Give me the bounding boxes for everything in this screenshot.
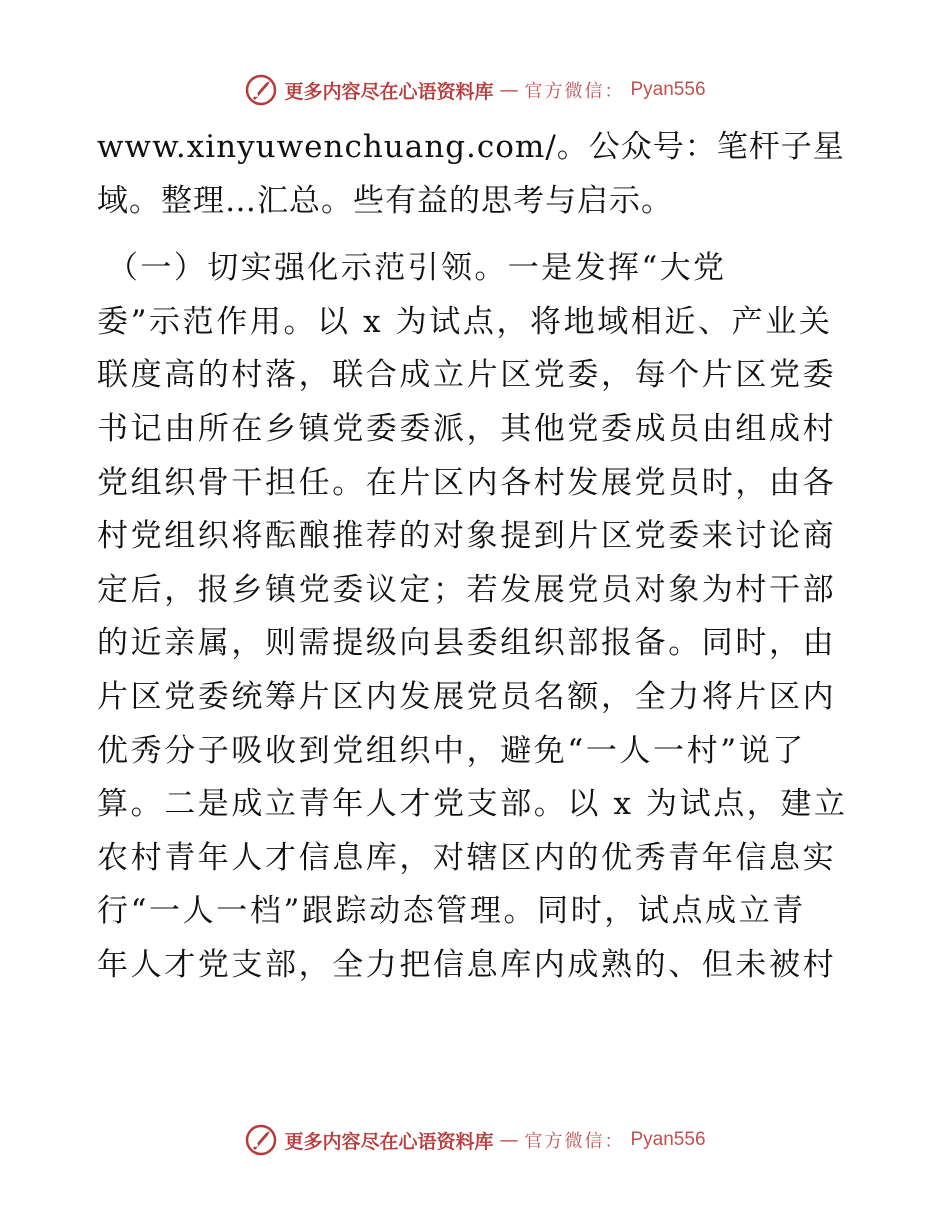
paragraph-line: 委”示范作用。以 x 为试点，将地域相近、产业关	[97, 303, 833, 340]
paragraph-line: 党组织骨干担任。在片区内各村发展党员时，由各	[97, 464, 837, 501]
banner-dash: —	[499, 79, 519, 101]
paragraph-line: 片区党委统筹片区内发展党员名额，全力将片区内	[97, 678, 837, 715]
paragraph-line: 书记由所在乡镇党委委派，其他党委成员由组成村	[97, 410, 837, 447]
banner-dash: —	[499, 1129, 519, 1151]
intro-line: www.xinyuwenchuang.com/。公众号：笔杆子星	[97, 129, 845, 165]
paragraph-gap	[97, 228, 857, 242]
paragraph-line: 村党组织将酝酿推荐的对象提到片区党委来讨论商	[97, 518, 837, 555]
paragraph-line: 算。二是成立青年人才党支部。以 x 为试点，建立	[97, 786, 848, 823]
paragraph-line: 定后，报乡镇党委议定；若发展党员对象为村干部	[97, 571, 837, 608]
paragraph-line: 行“一人一档”跟踪动态管理。同时，试点成立青	[97, 893, 806, 930]
quill-logo-icon	[244, 73, 278, 107]
paragraph-line: 联度高的村落，联合成立片区党委，每个片区党委	[97, 357, 837, 394]
header-banner	[0, 70, 950, 110]
banner-wechat-id: Pyan556	[630, 1129, 706, 1150]
banner-wechat-label: 官方微信：	[524, 81, 625, 102]
paragraph-line: 优秀分子吸收到党组织中，避免“一人一村”说了	[97, 732, 806, 769]
paragraph-line: 农村青年人才信息库，对辖区内的优秀青年信息实	[97, 839, 837, 876]
document-body	[97, 121, 857, 993]
intro-line: 域。整理…汇总。些有益的思考与启示。	[97, 182, 673, 219]
banner-wechat-id: Pyan556	[630, 79, 706, 100]
banner-wechat-label: 官方微信：	[524, 1131, 625, 1152]
paragraph-line: 的近亲属，则需提级向县委组织部报备。同时，由	[97, 625, 837, 662]
paragraph-line: 年人才党支部，全力把信息库内成熟的、但未被村	[97, 946, 837, 983]
paragraph-line: （一）切实强化示范引领。一是发挥“大党	[107, 250, 727, 287]
banner-title: 更多内容尽在心语资料库	[284, 80, 494, 103]
quill-logo-icon	[244, 1123, 278, 1157]
footer-banner	[0, 1120, 950, 1160]
banner-title: 更多内容尽在心语资料库	[284, 1130, 494, 1153]
